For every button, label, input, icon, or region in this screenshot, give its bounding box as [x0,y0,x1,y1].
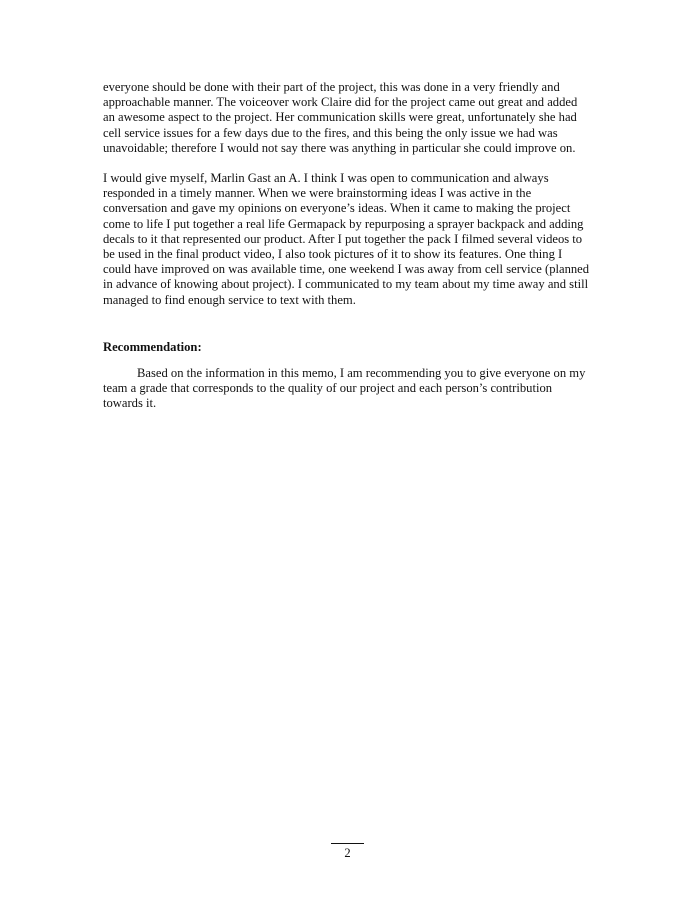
memo-paragraph-self-evaluation: I would give myself, Marlin Gast an A. I think I was open to communication and always responded in a timely manner. When we were brainstorming ideas I was active in the conversation and gave my opinions on everyone’s ideas. When it came to making the project come to life I put together a real life Germapack by repurposing a sprayer backpack and adding decals to it that represented our product. After I put together the pack I filmed several videos to be used in the final product video, I also took pictures of it to show its features. One thing I could have improved on was available time, one weekend I was away from cell service (planned in advance of knowing about project). I communicated to my team about my time away and still managed to find enough service to text with them. [103,171,590,307]
recommendation-heading: Recommendation: [103,340,202,354]
footer-divider [331,843,364,844]
recommendation-paragraph: Based on the information in this memo, I am recommending you to give everyone on my team a grade that corresponds to the quality of our project and each person’s contribution towards it. [103,366,586,411]
page-number: 2 [344,846,351,860]
memo-paragraph-evaluation-claire: everyone should be done with their part of the project, this was done in a very friendly and approachable manner. The voiceover work Claire did for the project came out great and added an awesome aspect to the project. Her communication skills were great, unfortunately she had cell service issues for a few days due to the fires, and this being the only issue we had was unavoidable; therefore I would not say there was anything in particular she could improve on. [103,80,578,155]
